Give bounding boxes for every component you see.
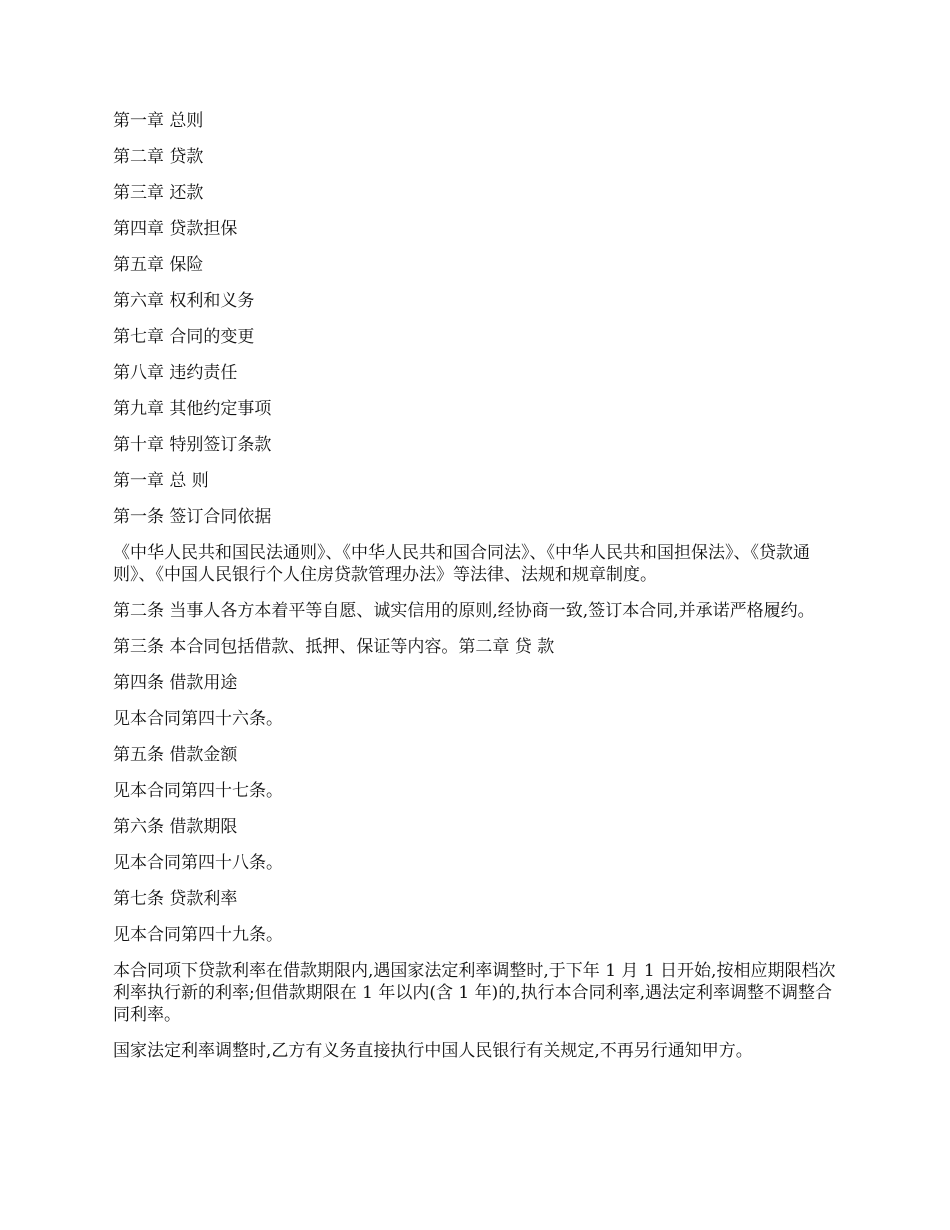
toc-chapter-7: 第七章 合同的变更 <box>113 327 255 347</box>
article-3: 第三条 本合同包括借款、抵押、保证等内容。第二章 贷 款 <box>113 637 555 657</box>
toc-chapter-8: 第八章 违约责任 <box>113 363 238 383</box>
article-7-body: 见本合同第四十九条。 <box>113 925 283 945</box>
toc-chapter-4: 第四章 贷款担保 <box>113 219 238 239</box>
article-1-heading: 第一条 签订合同依据 <box>113 507 272 527</box>
toc-chapter-3: 第三章 还款 <box>113 183 204 203</box>
toc-chapter-9: 第九章 其他约定事项 <box>113 399 272 419</box>
document-body <box>113 110 838 1076</box>
toc-chapter-5: 第五章 保险 <box>113 255 204 275</box>
article-5-heading: 第五条 借款金额 <box>113 745 238 765</box>
chapter-heading: 第一章 总 则 <box>113 471 209 491</box>
article-2: 第二条 当事人各方本着平等自愿、诚实信用的原则,经协商一致,签订本合同,并承诺严格履约。 <box>113 601 815 621</box>
toc-chapter-6: 第六章 权利和义务 <box>113 291 255 311</box>
toc-chapter-1: 第一章 总则 <box>113 111 204 131</box>
article-5-body: 见本合同第四十七条。 <box>113 781 283 801</box>
article-1-body: 《中华人民共和国民法通则》、《中华人民共和国合同法》、《中华人民共和国担保法》、《贷款通则》、《中国人民银行个人住房贷款管理办法》等法律、法规和规章制度。 <box>113 543 810 585</box>
toc-chapter-10: 第十章 特别签订条款 <box>113 435 272 455</box>
article-6-body: 见本合同第四十八条。 <box>113 853 283 873</box>
article-7-heading: 第七条 贷款利率 <box>113 889 238 909</box>
interest-rate-paragraph: 本合同项下贷款利率在借款期限内,遇国家法定利率调整时,于下年 1 月 1 日开始,按相应期限档次利率执行新的利率;但借款期限在 1 年以内(含 1 年)的,执行本合同利率,遇法定利率调整不调整合同利率。 <box>113 961 836 1025</box>
article-4-heading: 第四条 借款用途 <box>113 673 238 693</box>
article-6-heading: 第六条 借款期限 <box>113 817 238 837</box>
rate-adjustment-paragraph: 国家法定利率调整时,乙方有义务直接执行中国人民银行有关规定,不再另行通知甲方。 <box>113 1041 753 1061</box>
article-4-body: 见本合同第四十六条。 <box>113 709 283 729</box>
toc-chapter-2: 第二章 贷款 <box>113 147 204 167</box>
